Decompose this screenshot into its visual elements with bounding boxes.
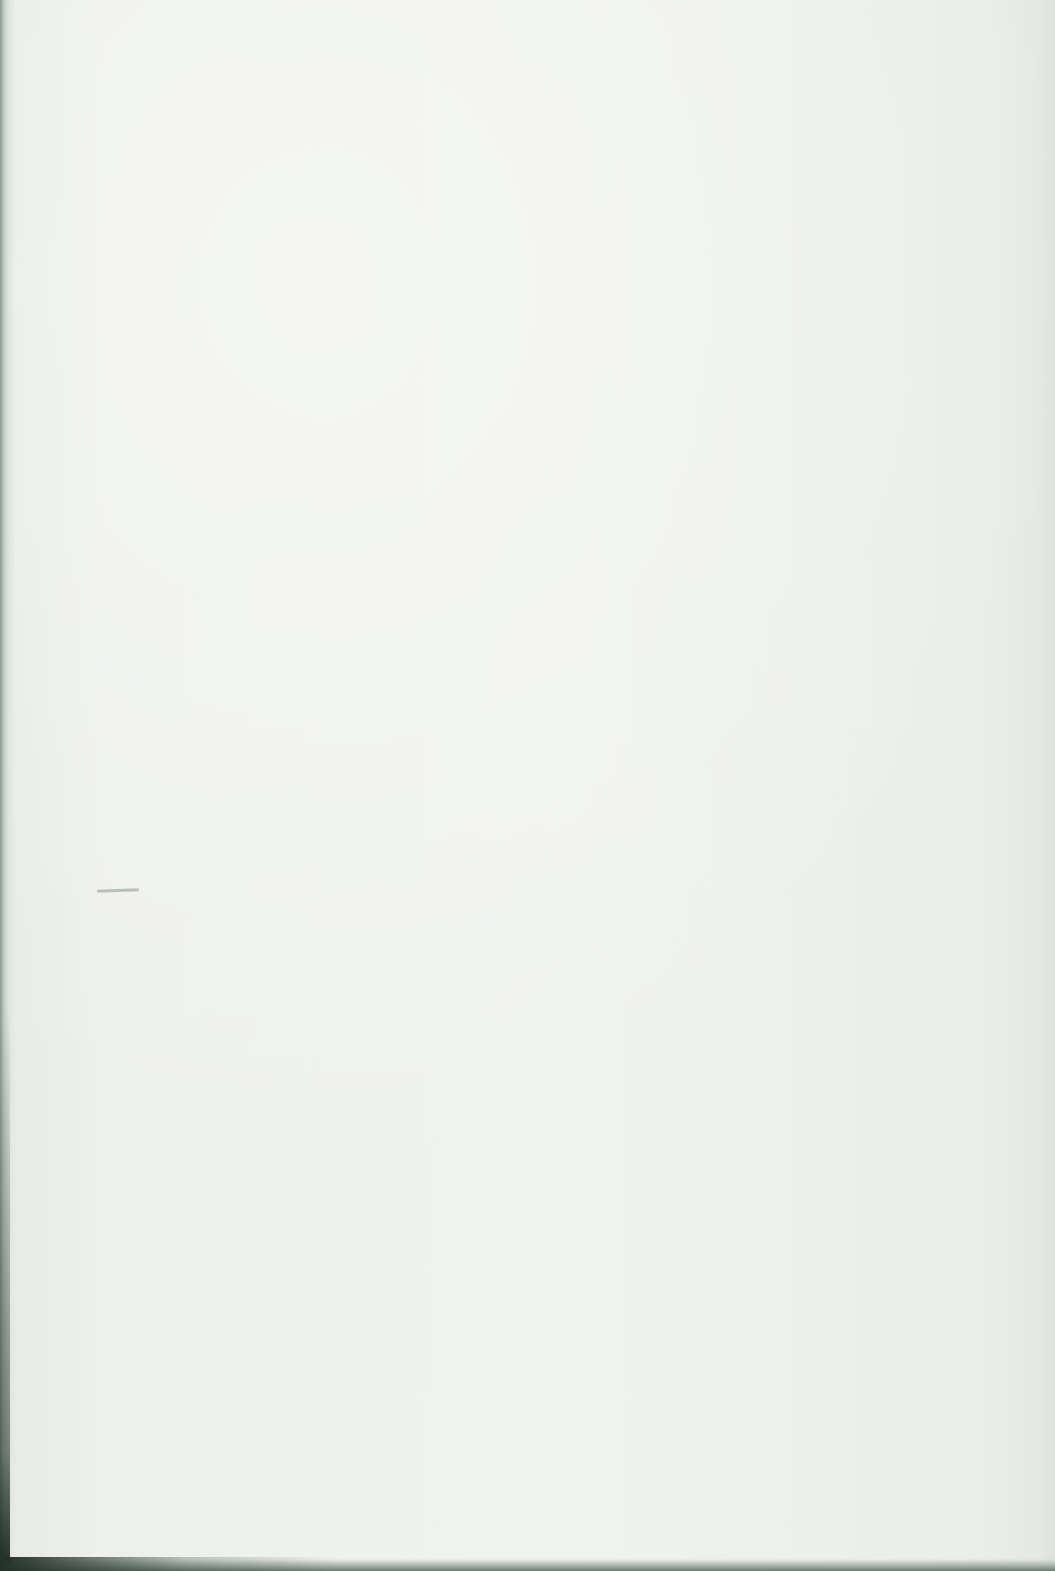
page-corner-shadow (0, 1557, 340, 1571)
scan-scratch (97, 888, 139, 892)
page-edge-left-shadow (0, 1011, 10, 1571)
page-edge-right (1039, 0, 1055, 1571)
toc-content (158, 106, 988, 137)
